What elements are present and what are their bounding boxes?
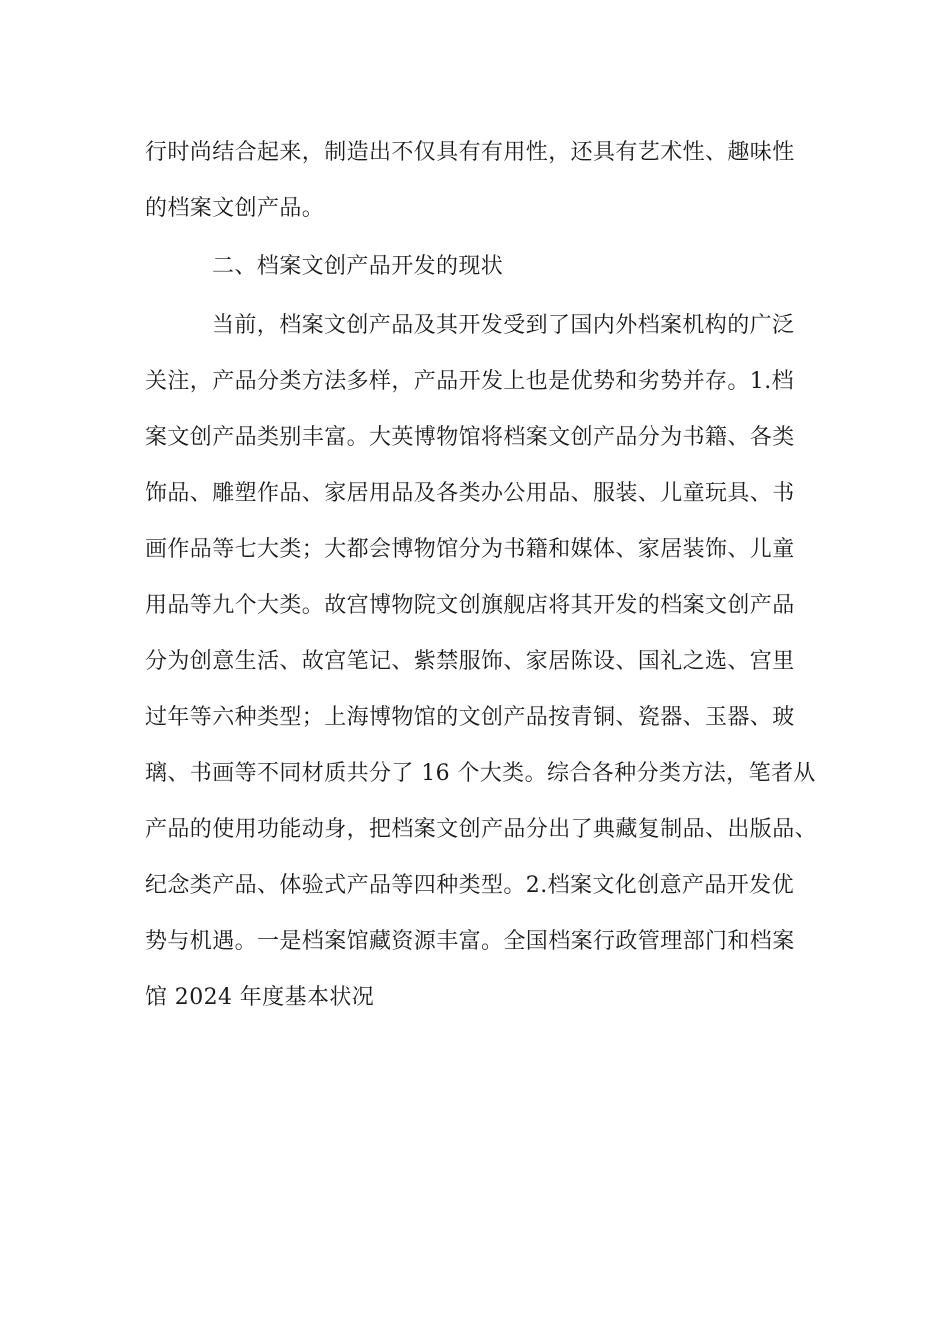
text-line-1: 行时尚结合起来，制造出不仅具有有用性，还具有艺术性、趣味性 xyxy=(145,140,795,165)
text-line-9: 分为创意生活、故宫笔记、紫禁服饰、家居陈设、国礼之选、宫里 xyxy=(145,649,795,674)
text-line-5: 案文创产品类别丰富。大英博物馆将档案文创产品分为书籍、各类 xyxy=(145,425,795,450)
text-line-3: 当前，档案文创产品及其开发受到了国内外档案机构的广泛 xyxy=(212,313,795,338)
text-line-4: 关注，产品分类方法多样，产品开发上也是优势和劣势并存。1.档 xyxy=(145,369,794,394)
section-heading: 二、档案文创产品开发的现状 xyxy=(212,254,504,279)
text-line-15: 馆 2024 年度基本状况 xyxy=(145,985,375,1010)
text-line-11: 璃、书画等不同材质共分了 16 个大类。综合各种分类方法，笔者从 xyxy=(145,761,816,786)
text-line-7: 画作品等七大类；大都会博物馆分为书籍和媒体、家居装饰、儿童 xyxy=(145,537,795,562)
text-line-10: 过年等六种类型；上海博物馆的文创产品按青铜、瓷器、玉器、玻 xyxy=(145,705,795,730)
text-line-12: 产品的使用功能动身，把档案文创产品分出了典藏复制品、出版品、 xyxy=(145,817,818,842)
text-line-6: 饰品、雕塑作品、家居用品及各类办公用品、服装、儿童玩具、书 xyxy=(145,481,795,506)
text-line-8: 用品等九个大类。故宫博物院文创旗舰店将其开发的档案文创产品 xyxy=(145,593,795,618)
text-line-13: 纪念类产品、体验式产品等四种类型。2.档案文化创意产品开发优 xyxy=(145,873,794,898)
text-line-2: 的档案文创产品。 xyxy=(145,196,325,221)
text-line-14: 势与机遇。一是档案馆藏资源丰富。全国档案行政管理部门和档案 xyxy=(145,929,795,954)
